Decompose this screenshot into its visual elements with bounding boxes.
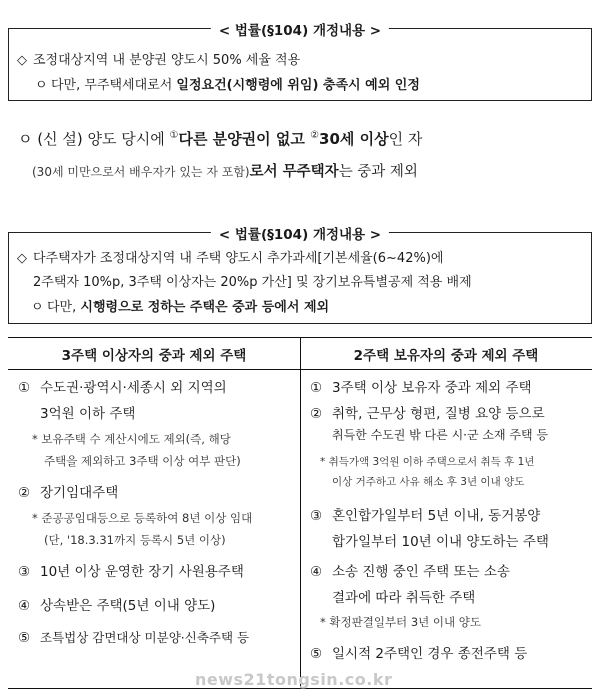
right-note-2: * 취득가액 3억원 이하 주택으로서 취득 후 1년 <box>320 456 535 468</box>
amendment-box-2-title: < 법률(§104) 개정내용 > <box>211 223 389 243</box>
box2-line1: ◇ 다주택자가 조정대상지역 내 주택 양도시 추가과세[기본세율(6~42%)에 <box>17 251 444 266</box>
right-note-2-line2: 이상 거주하고 사유 해소 후 3년 이내 양도 <box>332 476 525 488</box>
left-note-1: * 보유주택 수 계산시에도 제외(즉, 해당 <box>32 432 231 446</box>
box1-line2: ㅇ 다만, 무주택세대로서 일정요건(시행령에 위임) 충족시 예외 인정 <box>35 74 420 93</box>
left-item-2: ② 장기임대주택 <box>18 485 119 501</box>
diamond-bullet-icon: ◇ <box>17 53 27 68</box>
diamond-bullet-icon: ◇ <box>17 251 27 266</box>
circle-bullet-icon: ㅇ <box>35 78 48 93</box>
box2-line3: ㅇ 다만, 시행령으로 정하는 주택은 중과 등에서 제외 <box>31 296 329 315</box>
right-note-4: * 확정판결일부터 3년 이내 양도 <box>320 615 481 629</box>
rule-line-1: ㅇ (신 설) 양도 당시에 ①다른 분양권이 없고 ②30세 이상인 자 <box>18 130 423 148</box>
amendment-box-1-title: < 법률(§104) 개정내용 > <box>211 19 389 39</box>
left-item-4: ④ 상속받은 주택(5년 이내 양도) <box>18 598 216 614</box>
right-item-3-line2: 합가일부터 10년 이내 양도하는 주택 <box>332 534 549 550</box>
left-column-header: 3주택 이상자의 중과 제외 주택 <box>61 348 247 364</box>
left-note-2: * 준공공임대등으로 등록하여 8년 이상 임대 <box>32 511 253 525</box>
right-item-4: ④ 소송 진행 중인 주택 또는 소송 <box>310 564 510 580</box>
right-column-header: 2주택 보유자의 중과 제외 주택 <box>353 348 539 364</box>
watermark: news21tongsin.co.kr <box>195 670 393 689</box>
circle-bullet-icon: ㅇ <box>18 130 33 148</box>
box2-line2: 2주택자 10%p, 3주택 이상자는 20%p 가산] 및 장기보유특별공제 적용 배제 <box>33 275 472 290</box>
left-item-5: ⑤ 조특법상 감면대상 미분양·신축주택 등 <box>18 630 250 646</box>
exemption-table <box>8 337 592 689</box>
circle-bullet-icon: ㅇ <box>31 300 44 315</box>
right-item-2-line2: 취득한 수도권 밖 다른 시·군 소재 주택 등 <box>332 428 548 442</box>
right-item-4-line2: 결과에 따라 취득한 주택 <box>332 590 476 606</box>
left-item-3: ③ 10년 이상 운영한 장기 사원용주택 <box>18 564 244 580</box>
right-item-1: ① 3주택 이상 보유자 중과 제외 주택 <box>310 380 532 396</box>
left-item-1-line2: 3억원 이하 주택 <box>40 406 136 422</box>
amendment-box-2 <box>8 227 592 324</box>
rule-line-2: (30세 미만으로서 배우자가 있는 자 포함)로서 무주택자는 중과 제외 <box>32 164 418 180</box>
amendment-box-1 <box>8 23 592 101</box>
left-note-2-line2: (단, '18.3.31까지 등록시 5년 이상) <box>44 533 226 547</box>
right-item-2: ② 취학, 근무상 형편, 질병 요양 등으로 <box>310 406 545 422</box>
box1-line1: ◇ 조정대상지역 내 분양권 양도시 50% 세율 적용 <box>17 53 301 68</box>
right-item-3: ③ 혼인합가일부터 5년 이내, 동거봉양 <box>310 508 541 524</box>
left-note-1-line2: 주택을 제외하고 3주택 이상 여부 판단) <box>44 454 241 468</box>
left-item-1: ① 수도권·광역시·세종시 외 지역의 <box>18 380 227 396</box>
right-item-5: ⑤ 일시적 2주택인 경우 종전주택 등 <box>310 646 528 662</box>
